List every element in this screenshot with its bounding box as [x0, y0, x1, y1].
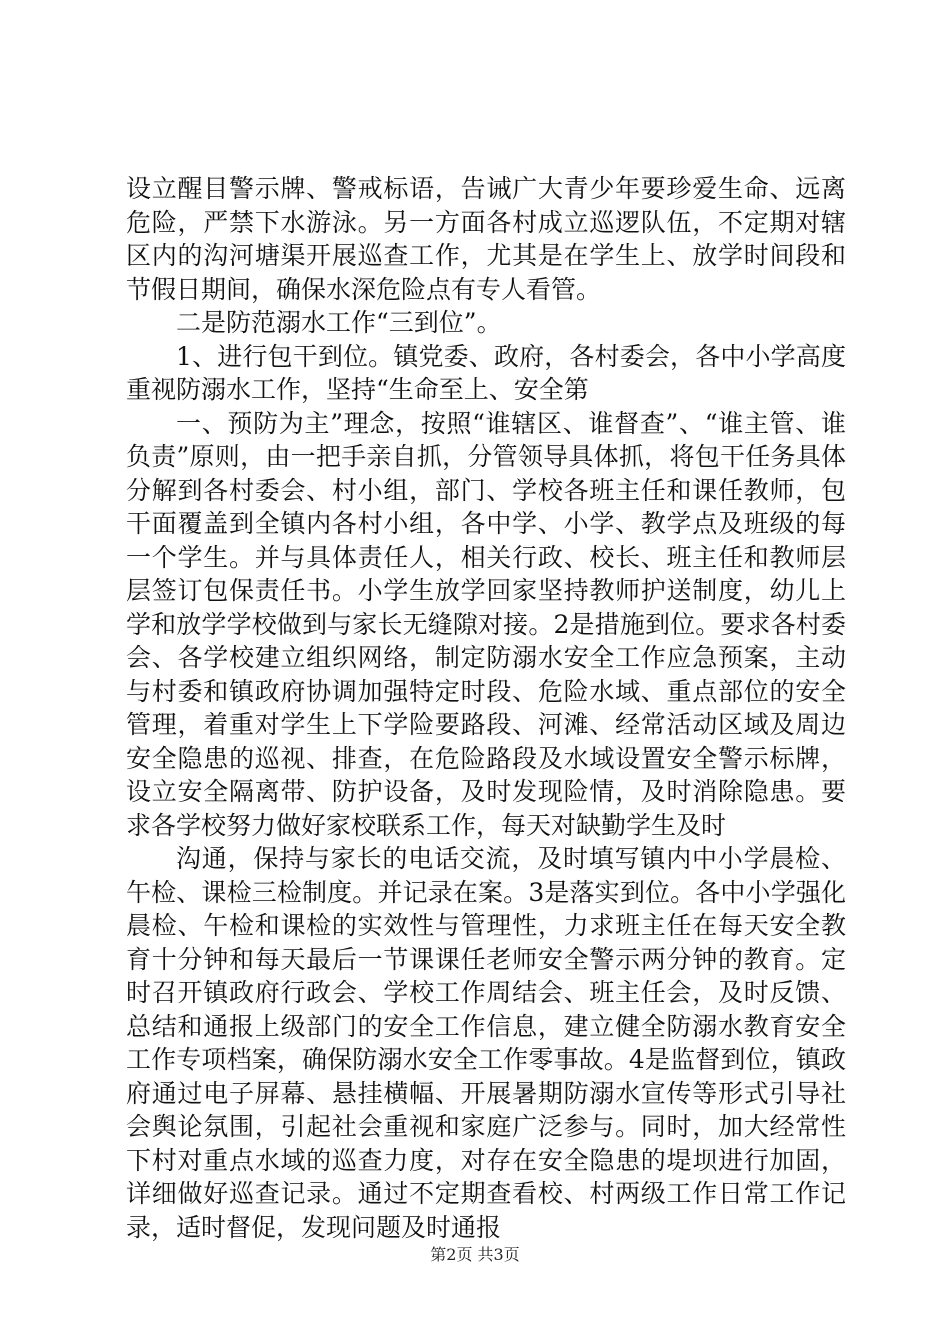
paragraph-4: 一、预防为主”理念，按照“谁辖区、谁督查”、“谁主管、谁负责”原则，由一把手亲自抓，分管领导具体抓，将包干任务具体分解到各村委会、村小组，部门、学校各班主任和课任教师，包干面覆盖到全镇内各村小组，各中学、小学、教学点及班级的每一个学生。并与具体责任人，相关行政、校长、班主任和教师层层签订包保责任书。小学生放学回家坚持教师护送制度，幼儿上学和放学学校做到与家长无缝隙对接。2是措施到位。要求各村委会、各学校建立组织网络，制定防溺水安全工作应急预案，主动与村委和镇政府协调加强特定时段、危险水域、重点部位的安全管理，着重对学生上下学险要路段、河滩、经常活动区域及周边安全隐患的巡视、排查，在危险路段及水域设置安全警示标牌，设立安全隔离带、防护设备，及时发现险情，及时消除隐患。要求各学校努力做好家校联系工作，每天对缺勤学生及时 — [126, 408, 846, 840]
paragraph-2: 二是防范溺水工作“三到位”。 — [176, 308, 502, 337]
document-body — [126, 172, 846, 1244]
page-footer: 第2页 共3页 — [430, 1245, 520, 1264]
paragraph-3: 1、进行包干到位。镇党委、政府，各村委会，各中小学高度重视防溺水工作，坚持“生命至上、安全第 — [126, 341, 846, 404]
paragraph-5: 沟通，保持与家长的电话交流，及时填写镇内中小学晨检、午检、课检三检制度。并记录在案。3是落实到位。各中小学强化晨检、午检和课检的实效性与管理性，力求班主任在每天安全教育十分钟和每天最后一节课课任老师安全警示两分钟的教育。定时召开镇政府行政会、学校工作周结会、班主任会，及时反馈、总结和通报上级部门的安全工作信息，建立健全防溺水教育安全工作专项档案，确保防溺水安全工作零事故。4是监督到位，镇政府通过电子屏幕、悬挂横幅、开展暑期防溺水宣传等形式引导社会舆论氛围，引起社会重视和家庭广泛参与。同时，加大经常性下村对重点水域的巡查力度，对存在安全隐患的堤坝进行加固，详细做好巡查记录。通过不定期查看校、村两级工作日常工作记录，适时督促，发现问题及时通报 — [126, 844, 846, 1242]
paragraph-1: 设立醒目警示牌、警戒标语，告诫广大青少年要珍爱生命、远离危险，严禁下水游泳。另一方面各村成立巡逻队伍，不定期对辖区内的沟河塘渠开展巡查工作，尤其是在学生上、放学时间段和节假日期间，确保水深危险点有专人看管。 — [126, 174, 846, 304]
